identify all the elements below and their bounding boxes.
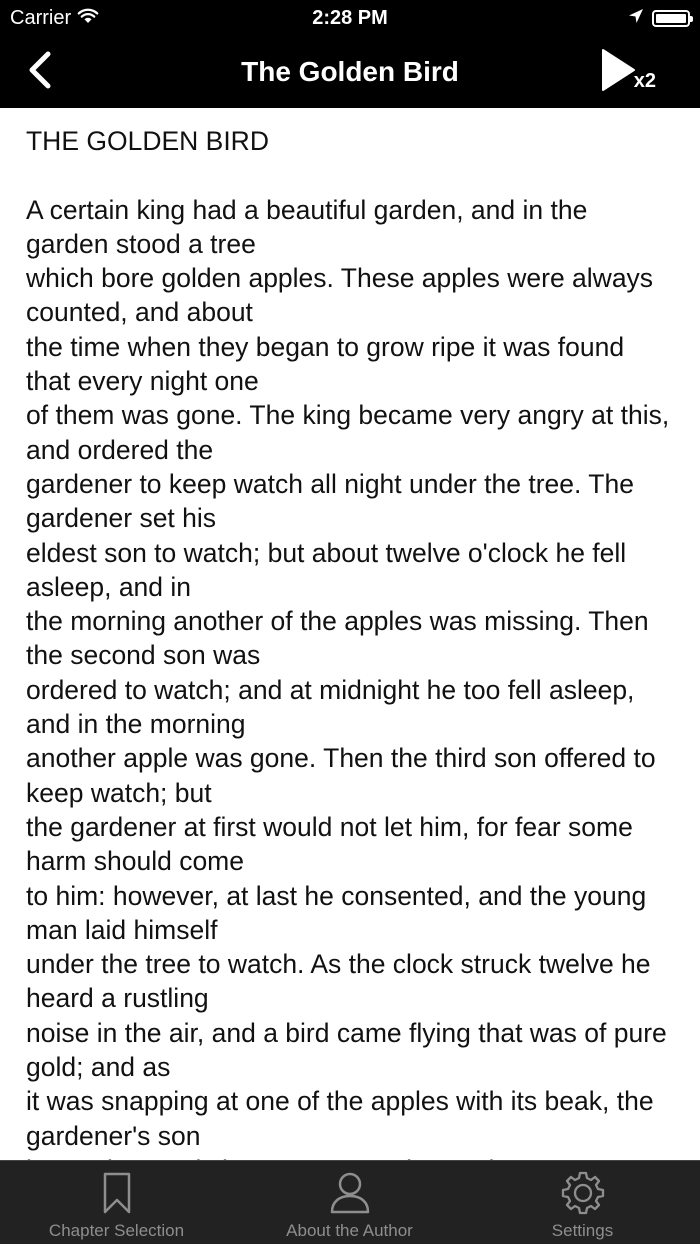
- play-icon: [600, 48, 636, 97]
- nav-bar: [0, 36, 700, 108]
- tab-settings[interactable]: [466, 1161, 699, 1245]
- bookmark-icon: [102, 1171, 132, 1215]
- battery-tip: [690, 16, 693, 22]
- story-content[interactable]: [0, 108, 700, 1160]
- battery-fill: [656, 14, 686, 23]
- carrier-label: Carrier: [10, 6, 72, 29]
- tab-label-about-the-author: About the Author: [286, 1221, 413, 1240]
- status-right: [628, 5, 690, 31]
- battery-icon: [652, 10, 690, 27]
- tab-about-the-author[interactable]: [233, 1161, 466, 1245]
- gear-icon: [560, 1171, 606, 1215]
- person-icon: [328, 1171, 372, 1215]
- page-title: The Golden Bird: [241, 56, 459, 87]
- status-time: 2:28 PM: [312, 7, 388, 29]
- location-arrow-icon: [628, 8, 644, 29]
- playback-speed-label[interactable]: x2: [633, 70, 656, 92]
- story-text: THE GOLDEN BIRD A certain king had a beautiful garden, and in the garden stood a tree which bore golden apples. These apples were always counted, and about the time when they began to grow ripe it was found that every night one of them was gone. The king became very angry at this, and ordered the gardener to keep watch all night under the tree. The gardener set his eldest son to watch; but about twelve o'clock he fell asleep, and in the morning another of the apples was missing. Then the second son was ordered to watch; and at midnight he too fell asleep, and in the morning another apple was gone. Then the third son offered to keep watch; but the gardener at first would not let him, for fear some harm should come to him: however, at last he consented, and the young man laid himself under the tree to watch. As the clock struck twelve he heard a rustling noise in the air, and a bird came flying that was of pure gold; and as it was snapping at one of the apples with its beak, the gardener's son: [26, 126, 670, 1151]
- status-bar: [0, 0, 700, 36]
- tab-label-chapter-selection: Chapter Selection: [48, 1221, 185, 1240]
- tab-bar: [0, 1160, 700, 1244]
- tab-chapter-selection[interactable]: [0, 1161, 233, 1245]
- tab-label-settings: Settings: [551, 1221, 614, 1240]
